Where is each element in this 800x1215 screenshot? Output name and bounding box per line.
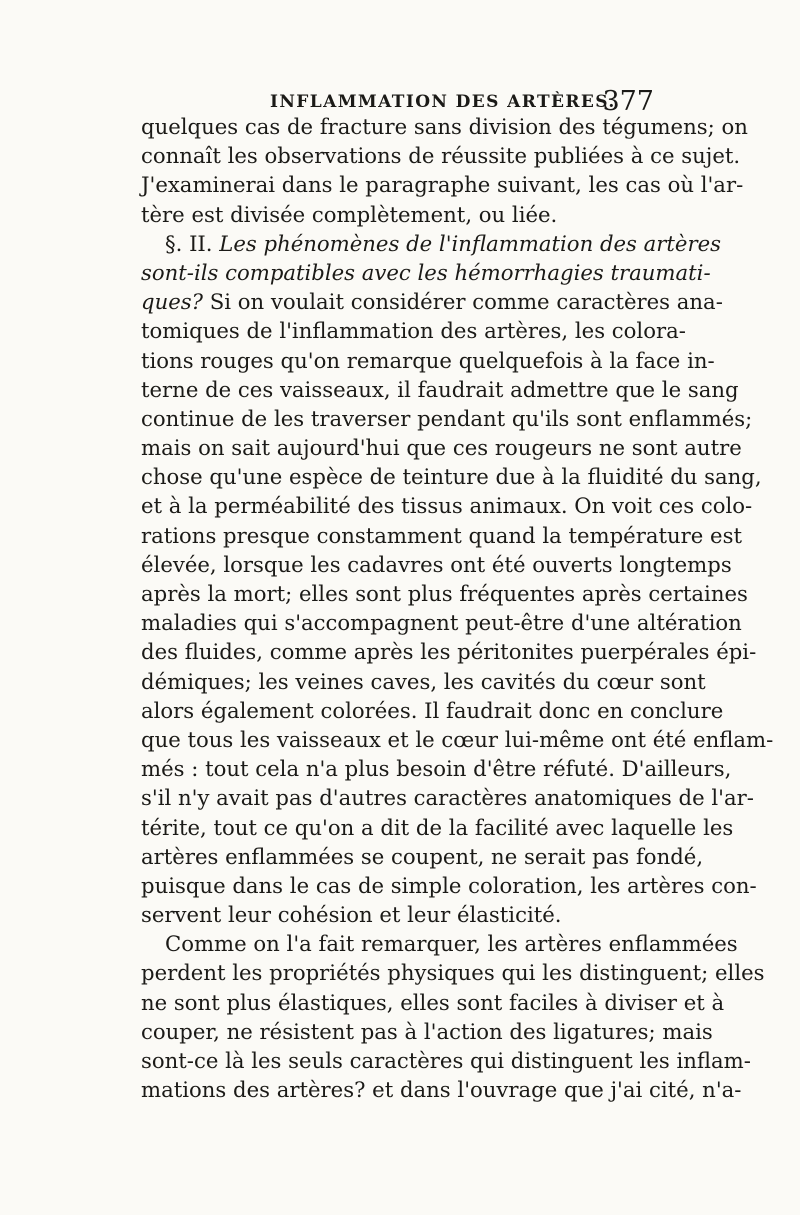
text-line-21: alors également colorées. Il faudrait donc en conclure	[141, 697, 724, 723]
text-line-18: maladies qui s'accompagnent peut-être d'une altération	[141, 610, 742, 636]
section-heading-part-1: Les phénomènes de l'inflammation des artères	[219, 230, 722, 256]
text-line-15: rations presque constamment quand la température est	[141, 522, 742, 548]
text-line-14: et à la perméabilité des tissus animaux. On voit ces colo-	[141, 493, 753, 519]
text-line-4: tère est divisée complètement, ou liée.	[141, 201, 558, 227]
body-text	[141, 112, 774, 1104]
section-heading-line-1	[141, 229, 722, 258]
section-heading-end: ques?	[141, 289, 203, 315]
text-line-17: après la mort; elles sont plus fréquentes après certaines	[141, 581, 748, 606]
page-number: 377	[602, 86, 654, 117]
text-line-32: couper, ne résistent pas à l'action des ligatures; mais	[141, 1018, 713, 1044]
text-line-16: élevée, lorsque les cadavres ont été ouverts longtemps	[141, 551, 732, 577]
text-line-11: continue de les traverser pendant qu'ils sont enflammés;	[141, 405, 753, 431]
text-line-12: mais on sait aujourd'hui que ces rougeurs ne sont autre	[141, 435, 742, 461]
section-heading-line-3	[141, 287, 723, 316]
text-line-10: terne de ces vaisseaux, il faudrait admettre que le sang	[141, 376, 739, 402]
text-line-31: ne sont plus élastiques, elles sont faciles à diviser et à	[141, 989, 725, 1015]
text-line-20: démiques; les veines caves, les cavités du cœur sont	[141, 668, 706, 694]
text-line-30: perdent les propriétés physiques qui les distinguent; elles	[141, 960, 765, 986]
text-line-28: servent leur cohésion et leur élasticité.	[141, 902, 562, 928]
section-mark: §. II.	[165, 230, 213, 256]
text-line-34: mations des artères? et dans l'ouvrage que j'ai cité, n'a-	[141, 1077, 742, 1103]
text-line-22: que tous les vaisseaux et le cœur lui-même ont été enflam-	[141, 726, 774, 752]
running-title: INFLAMMATION DES ARTÈRES.	[270, 92, 616, 112]
text-line-25: térite, tout ce qu'on a dit de la facilité avec laquelle les	[141, 814, 734, 840]
text-line-23: més : tout cela n'a plus besoin d'être réfuté. D'ailleurs,	[141, 756, 732, 782]
text-line-8: tomiques de l'inflammation des artères, les colora-	[141, 318, 686, 344]
text-line-26: artères enflammées se coupent, ne serait pas fondé,	[141, 843, 704, 869]
section-heading-line-2: sont-ils compatibles avec les hémorrhagies traumati-	[141, 259, 711, 285]
section-line-3-rest: Si on voulait considérer comme caractères ana-	[209, 289, 723, 315]
text-line-24: s'il n'y avait pas d'autres caractères anatomiques de l'ar-	[141, 785, 754, 811]
text-line-19: des fluides, comme après les péritonites puerpérales épi-	[141, 639, 757, 665]
text-line-33: sont-ce là les seuls caractères qui distinguent les inflam-	[141, 1048, 751, 1073]
text-line-27: puisque dans le cas de simple coloration, les artères con-	[141, 872, 757, 898]
text-line-29: Comme on l'a fait remarquer, les artères enflammées	[165, 931, 738, 957]
text-line-13: chose qu'une espèce de teinture due à la fluidité du sang,	[141, 464, 762, 490]
text-line-3: J'examinerai dans le paragraphe suivant, les cas où l'ar-	[141, 172, 744, 198]
text-line-9: tions rouges qu'on remarque quelquefois à la face in-	[141, 347, 715, 373]
text-line-1: quelques cas de fracture sans division des tégumens; on	[141, 114, 748, 139]
text-line-2: connaît les observations de réussite publiées à ce sujet.	[141, 143, 741, 169]
